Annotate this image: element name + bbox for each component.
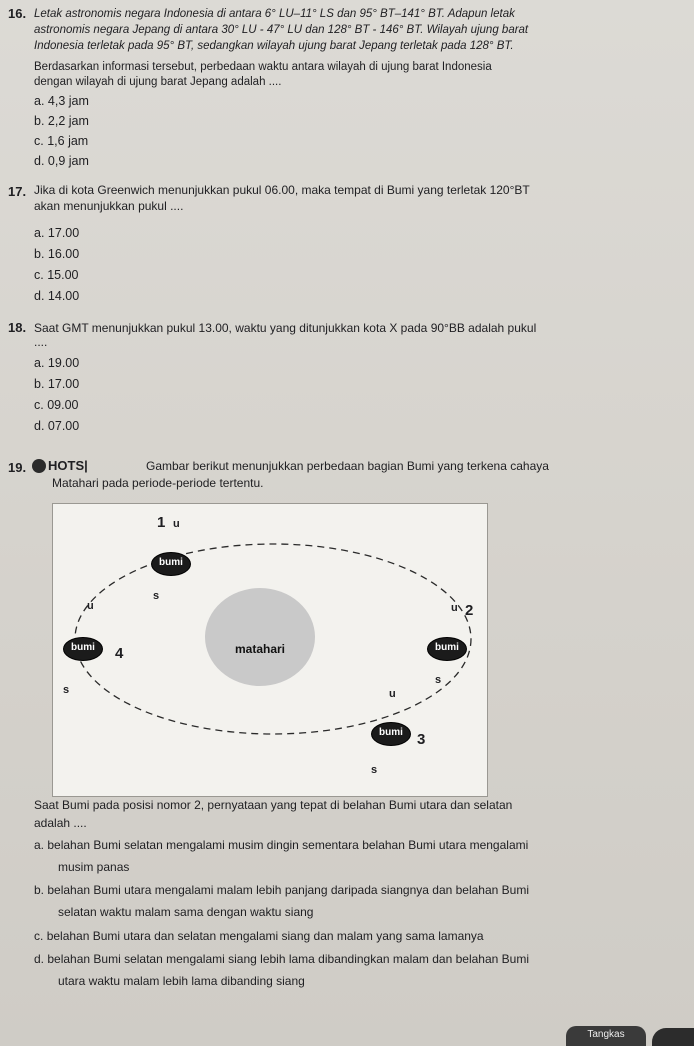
q16-prompt-2: dengan wilayah di ujung barat Jepang adalah .... <box>34 76 282 88</box>
q16-option-a[interactable]: a. 4,3 jam <box>34 94 89 108</box>
position-1-number: 1 <box>157 514 166 531</box>
q16-number: 16. <box>8 6 27 21</box>
position-1-north: u <box>173 518 180 530</box>
position-4-north: u <box>87 600 94 612</box>
position-4-south: s <box>63 684 70 696</box>
earth-position-3: bumi <box>371 722 411 746</box>
q17-line-2: akan menunjukkan pukul .... <box>34 199 184 213</box>
q16-option-c[interactable]: c. 1,6 jam <box>34 134 89 148</box>
q19-option-a[interactable]: a. belahan Bumi selatan mengalami musim dingin sementara belahan Bumi utara mengalami <box>34 838 529 852</box>
earth-position-2: bumi <box>427 637 467 661</box>
footer-tab <box>566 1026 646 1046</box>
q17-line-1: Jika di kota Greenwich menunjukkan pukul 06.00, maka tempat di Bumi yang terletak 120°BT <box>34 183 530 197</box>
position-1-south: s <box>153 590 160 602</box>
sun-label: matahari <box>234 642 286 656</box>
q19-option-a-cont: musim panas <box>58 860 130 874</box>
q19-prompt-2: adalah .... <box>34 816 87 830</box>
q17-option-d[interactable]: d. 14.00 <box>34 289 80 303</box>
q17-option-a[interactable]: a. 17.00 <box>34 226 80 240</box>
q19-option-d-cont: utara waktu malam lebih lama dibanding siang <box>58 974 305 988</box>
q19-option-c[interactable]: c. belahan Bumi utara dan selatan mengalami siang dan malam yang sama lamanya <box>34 929 484 943</box>
sun <box>205 588 315 686</box>
q18-number: 18. <box>8 320 27 335</box>
q16-line-2: astronomis negara Jepang di antara 30° LU - 47° LU dan 128° BT - 146° BT. Wilayah ujung barat <box>34 24 529 36</box>
q17-option-c[interactable]: c. 15.00 <box>34 268 79 282</box>
q18-option-d[interactable]: d. 07.00 <box>34 419 80 433</box>
q19-intro-2: Matahari pada periode-periode tertentu. <box>52 476 264 490</box>
q19-number: 19. <box>8 460 27 475</box>
q19-option-b[interactable]: b. belahan Bumi utara mengalami malam lebih panjang daripada siangnya dan belahan Bumi <box>34 883 530 897</box>
hots-badge-icon <box>32 459 46 473</box>
q18-option-a[interactable]: a. 19.00 <box>34 356 80 370</box>
q19-prompt-1: Saat Bumi pada posisi nomor 2, pernyataan yang tepat di belahan Bumi utara dan selatan <box>34 798 513 812</box>
hots-label: HOTS <box>48 458 85 473</box>
q16-option-b[interactable]: b. 2,2 jam <box>34 114 89 128</box>
position-4-number: 4 <box>115 645 124 662</box>
q18-line-2: .... <box>34 335 48 349</box>
q19-option-d[interactable]: d. belahan Bumi selatan mengalami siang lebih lama dibandingkan malam dan belahan Bumi <box>34 952 529 966</box>
q19-option-b-cont: selatan waktu malam sama dengan waktu siang <box>58 905 314 919</box>
position-3-north: u <box>389 688 396 700</box>
position-3-number: 3 <box>417 731 426 748</box>
q18-line-1: Saat GMT menunjukkan pukul 13.00, waktu yang ditunjukkan kota X pada 90°BB adalah pukul <box>34 321 537 335</box>
q16-line-3: Indonesia terletak pada 95° BT, sedangkan wilayah ujung barat Jepang terletak pada 128° BT. <box>34 40 514 52</box>
hots-separator: | <box>84 458 88 473</box>
earth-position-1: bumi <box>151 552 191 576</box>
footer-corner <box>652 1028 694 1046</box>
position-2-south: s <box>435 674 442 686</box>
q17-option-b[interactable]: b. 16.00 <box>34 247 80 261</box>
q18-option-b[interactable]: b. 17.00 <box>34 377 80 391</box>
hots-badge <box>32 457 88 475</box>
footer-tab-label: Tangkas <box>587 1029 625 1040</box>
q16-line-1: Letak astronomis negara Indonesia di antara 6° LU–11° LS dan 95° BT–141° BT. Adapun letak <box>34 8 515 20</box>
position-2-number: 2 <box>465 602 474 619</box>
earth-position-4: bumi <box>63 637 103 661</box>
position-2-north: u <box>451 602 458 614</box>
q18-option-c[interactable]: c. 09.00 <box>34 398 79 412</box>
q16-option-d[interactable]: d. 0,9 jam <box>34 154 89 168</box>
position-3-south: s <box>371 764 378 776</box>
q16-prompt-1: Berdasarkan informasi tersebut, perbedaan waktu antara wilayah di ujung barat Indonesia <box>34 61 492 73</box>
orbit-diagram <box>52 503 488 797</box>
q17-number: 17. <box>8 184 27 199</box>
q19-intro: Gambar berikut menunjukkan perbedaan bagian Bumi yang terkena cahaya <box>146 459 549 473</box>
